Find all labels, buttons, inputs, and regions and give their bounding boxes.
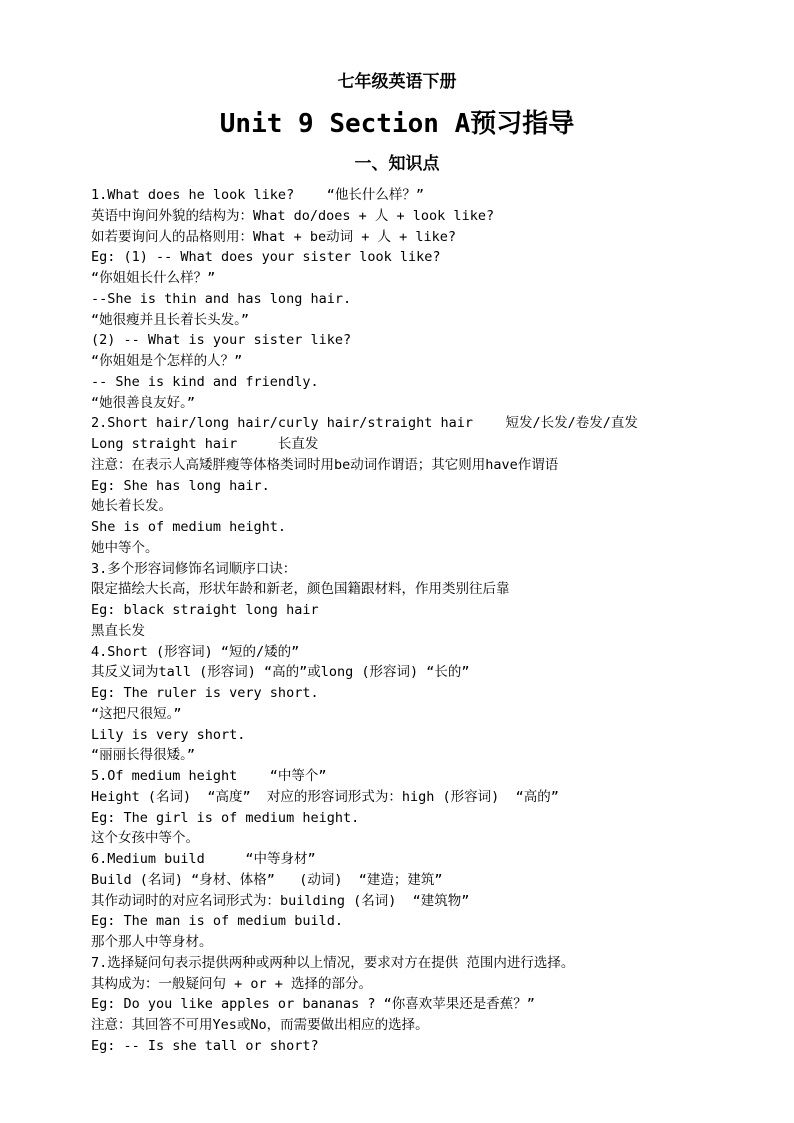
text-line: 黑直长发 (91, 622, 145, 639)
text-line: Eg: She has long hair. (91, 477, 270, 494)
text-line: 这个女孩中等个。 (91, 830, 199, 847)
text-line: 2.Short hair/long hair/curly hair/straight hair 短发/长发/卷发/直发 (91, 415, 638, 432)
text-line: 英语中询问外貌的结构为：What do/does + 人 + look like? (91, 207, 495, 224)
text-line: --She is thin and has long hair. (91, 290, 352, 307)
text-line: “你姐姐是个怎样的人？” (91, 353, 243, 369)
text-line: 她中等个。 (91, 539, 159, 556)
text-line: “丽丽长得很矮。” (91, 747, 196, 764)
text-line: Eg: The ruler is very short. (91, 685, 319, 701)
document-title: Unit 9 Section A预习指导 (219, 109, 575, 139)
text-line: -- She is kind and friendly. (91, 373, 319, 390)
text-line: Lily is very short. (91, 726, 246, 743)
section-heading: 一、知识点 (354, 154, 440, 174)
text-line: 注意：在表示人高矮胖瘦等体格类词时用be动词作谓语；其它则用have作谓语 (91, 456, 559, 473)
document-body (91, 185, 771, 1057)
text-line: 1.What does he look like? “他长什么样？” (91, 187, 424, 203)
text-line: Height (名词) “高度” 对应的形容词形式为：high (形容词) “高的” (91, 788, 559, 805)
text-line: 注意：其回答不可用Yes或No，而需要做出相应的选择。 (91, 1017, 429, 1033)
text-line: 7.选择疑问句表示提供两种或两种以上情况，要求对方在提供 范围内进行选择。 (91, 954, 575, 971)
text-line: “她很瘦并且长着长头发。” (91, 311, 250, 328)
text-line: Build (名词) “身材、体格” (动词) “建造；建筑” (91, 871, 443, 888)
text-line: 6.Medium build “中等身材” (91, 851, 316, 867)
text-line: 那个那人中等身材。 (91, 934, 213, 950)
text-line: Eg: black straight long hair (91, 602, 319, 618)
text-line: Eg: Do you like apples or bananas ? “你喜欢苹果还是香蕉？” (91, 996, 535, 1013)
text-line: 其构成为：一般疑问句 + or + 选择的部分。 (91, 975, 373, 992)
text-line: “她很善良友好。” (91, 394, 196, 411)
text-line: 3.多个形容词修饰名词顺序口诀： (91, 560, 297, 577)
document-subtitle: 七年级英语下册 (337, 72, 457, 92)
text-line: 如若要询问人的品格则用：What + be动词 + 人 + like? (91, 228, 457, 245)
text-line: (2) -- What is your sister like? (91, 332, 352, 349)
text-line: 限定描绘大长高，形状年龄和新老，颜色国籍跟材料，作用类别往后靠 (91, 581, 510, 598)
text-line: Eg: The man is of medium build. (91, 913, 343, 930)
text-line: 其作动词时的对应名词形式为：building (名词) “建筑物” (91, 892, 470, 909)
text-line: 其反义词为tall (形容词) “高的”或long (形容词) “长的” (91, 664, 470, 681)
text-line: 4.Short (形容词) “短的/矮的” (91, 643, 300, 660)
text-line: “这把尺很短。” (91, 705, 182, 722)
text-line: 5.Of medium height “中等个” (91, 768, 327, 784)
text-line: She is of medium height. (91, 519, 287, 535)
text-line: 她长着长发。 (91, 498, 172, 515)
text-line: Eg: -- Is she tall or short? (91, 1037, 319, 1054)
text-line: “你姐姐长什么样？” (91, 270, 216, 286)
text-line: Eg: The girl is of medium height. (91, 809, 360, 826)
text-line: Long straight hair 长直发 (91, 436, 319, 452)
text-line: Eg: (1) -- What does your sister look like? (91, 249, 441, 266)
